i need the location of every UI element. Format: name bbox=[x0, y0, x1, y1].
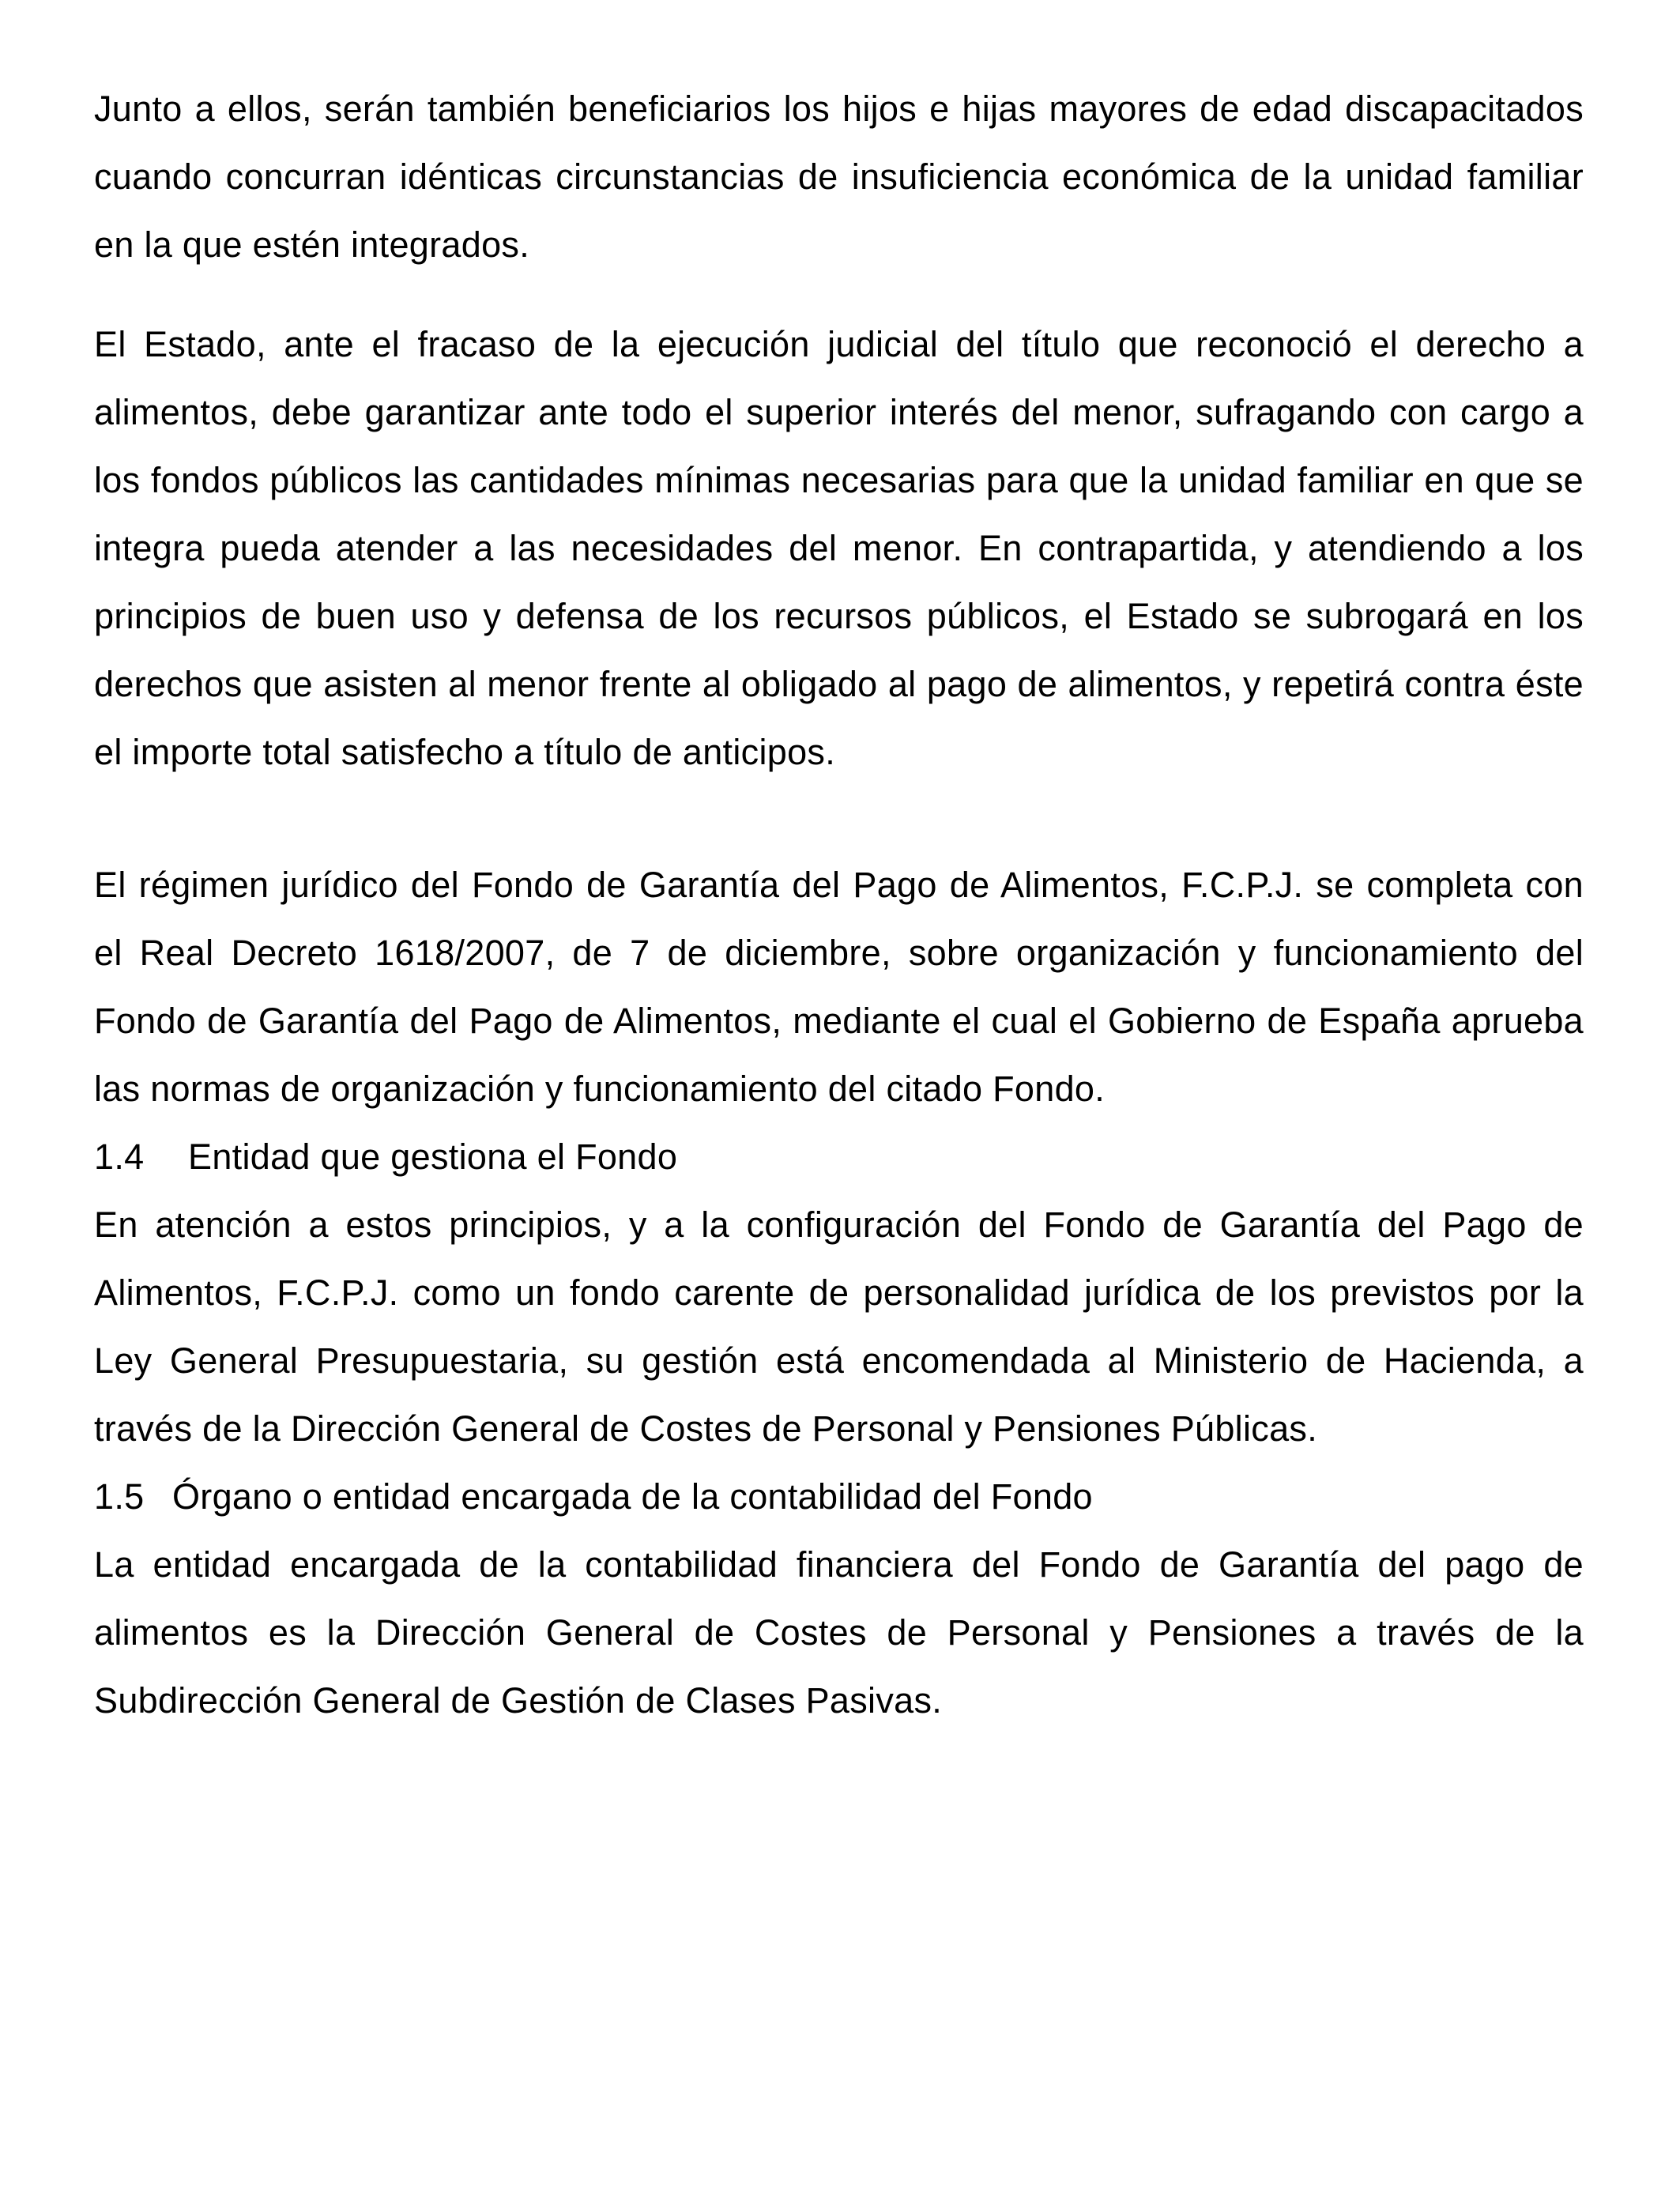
section-title: Órgano o entidad encargada de la contabilidad del Fondo bbox=[172, 1476, 1093, 1517]
section-title: Entidad que gestiona el Fondo bbox=[188, 1137, 678, 1177]
paragraph-estado-garantiza: El Estado, ante el fracaso de la ejecución judicial del título que reconoció el derecho a alimentos, debe garantizar ante todo el superior interés del menor, sufragando con cargo a los fondos públicos las cantidades mínimas necesarias para que la unidad familiar en que se integra pueda atender a las necesidades del menor. En contrapartida, y atendiendo a los principios de buen uso y defensa de los recursos públicos, el Estado se subrogará en los derechos que asisten al menor frente al obligado al pago de alimentos, y repetirá contra éste el importe total satisfecho a título de anticipos. bbox=[94, 324, 1584, 772]
paragraph-contabilidad-fondo: La entidad encargada de la contabilidad financiera del Fondo de Garantía del pago de alimentos es la Dirección General de Costes de Personal y Pensiones a través de la Subdirección General de Gestión de Clases Pasivas. bbox=[94, 1544, 1584, 1721]
section-number: 1.4 bbox=[94, 1137, 145, 1177]
section-number: 1.5 bbox=[94, 1476, 145, 1517]
section-heading-1-4 bbox=[94, 1123, 1584, 1191]
paragraph-regimen-juridico: El régimen jurídico del Fondo de Garantía del Pago de Alimentos, F.C.P.J. se completa con el Real Decreto 1618/2007, de 7 de diciembre, sobre organización y funcionamiento del Fondo de Garantía del Pago de Alimentos, mediante el cual el Gobierno de España aprueba las normas de organización y funcionamiento del citado Fondo. bbox=[94, 865, 1584, 1109]
paragraph-gestion-fondo: En atención a estos principios, y a la configuración del Fondo de Garantía del Pago de Alimentos, F.C.P.J. como un fondo carente de personalidad jurídica de los previstos por la Ley General Presupuestaria, su gestión está encomendada al Ministerio de Hacienda, a través de la Dirección General de Costes de Personal y Pensiones Públicas. bbox=[94, 1204, 1584, 1449]
document-body bbox=[94, 75, 1584, 1735]
section-heading-1-5 bbox=[94, 1463, 1584, 1531]
paragraph-beneficiarios: Junto a ellos, serán también beneficiarios los hijos e hijas mayores de edad discapacitados cuando concurran idénticas circunstancias de insuficiencia económica de la unidad familiar en la que estén integrados. bbox=[94, 89, 1584, 265]
